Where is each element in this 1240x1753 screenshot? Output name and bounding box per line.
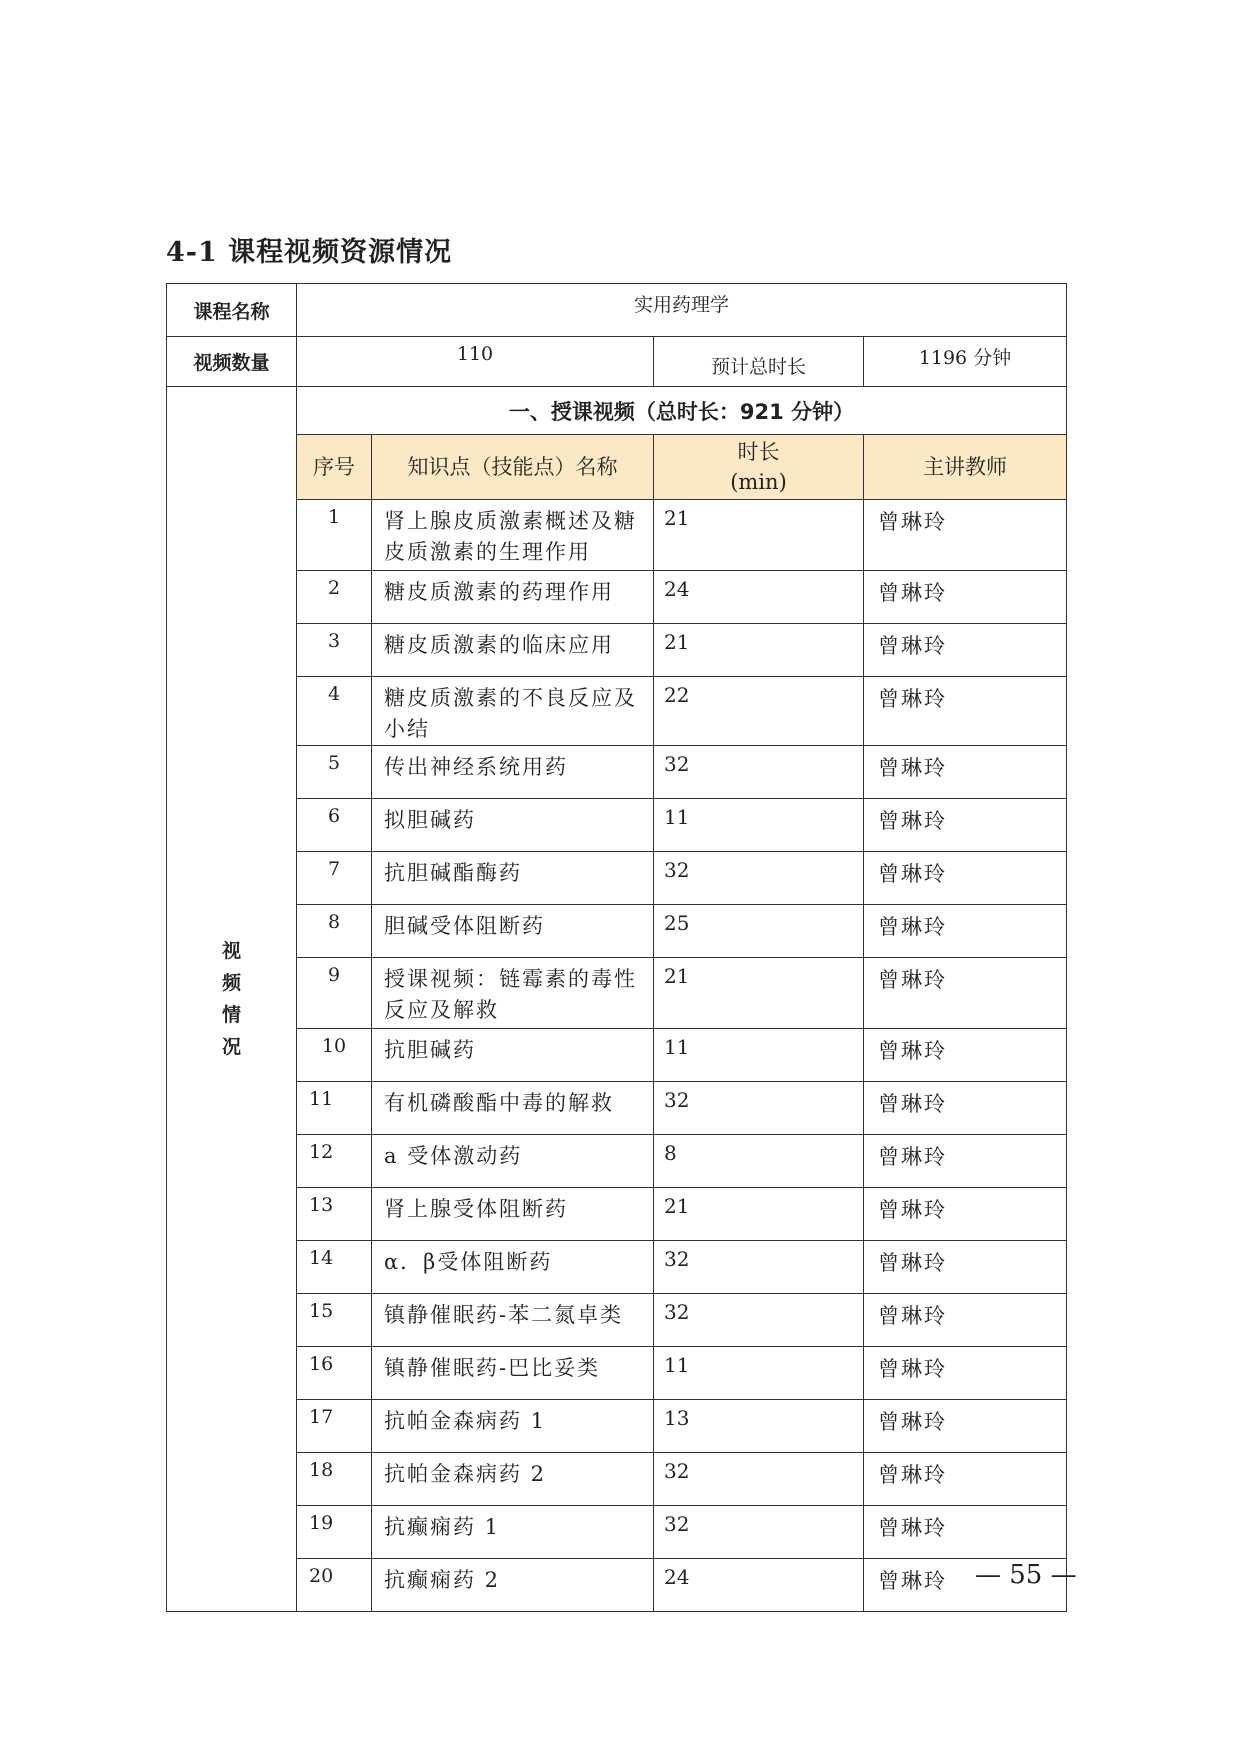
- row-teacher: 曾琳玲: [864, 1506, 1067, 1559]
- row-teacher: 曾琳玲: [864, 677, 1067, 746]
- row-duration: 32: [654, 1453, 864, 1506]
- header-teacher: 主讲教师: [864, 435, 1067, 500]
- table-row: [167, 677, 1067, 746]
- side-label-char: 频: [221, 972, 241, 994]
- row-duration: 24: [654, 1559, 864, 1612]
- row-topic-name: 传出神经系统用药: [372, 746, 654, 799]
- page-title: 4-1 课程视频资源情况: [166, 237, 453, 268]
- row-teacher: 曾琳玲: [864, 1029, 1067, 1082]
- row-index: 18: [297, 1453, 372, 1506]
- row-teacher: 曾琳玲: [864, 905, 1067, 958]
- row-teacher: 曾琳玲: [864, 958, 1067, 1029]
- table-row: [167, 1559, 1067, 1612]
- row-duration: 32: [654, 1082, 864, 1135]
- row-topic-name: 抗癫痫药 1: [372, 1506, 654, 1559]
- header-duration-line2: (min): [730, 470, 787, 494]
- row-topic-name: 糖皮质激素的临床应用: [372, 624, 654, 677]
- table-row: [167, 1082, 1067, 1135]
- row-duration: 21: [654, 958, 864, 1029]
- row-topic-name: 抗胆碱药: [372, 1029, 654, 1082]
- row-index: 9: [297, 958, 372, 1029]
- row-topic-name: 镇静催眠药-巴比妥类: [372, 1347, 654, 1400]
- video-count-value: 110: [297, 337, 654, 387]
- row-index: 12: [297, 1135, 372, 1188]
- row-topic-name: 抗帕金森病药 2: [372, 1453, 654, 1506]
- side-label-char: 况: [221, 1036, 241, 1058]
- row-duration: 21: [654, 624, 864, 677]
- row-teacher: 曾琳玲: [864, 799, 1067, 852]
- table-row: [167, 1294, 1067, 1347]
- row-topic-name: 有机磷酸酯中毒的解救: [372, 1082, 654, 1135]
- row-teacher: 曾琳玲: [864, 571, 1067, 624]
- page-number: — 55 —: [975, 1560, 1077, 1590]
- row-duration: 11: [654, 1029, 864, 1082]
- row-topic-name: 抗胆碱酯酶药: [372, 852, 654, 905]
- table-row: [167, 1029, 1067, 1082]
- row-topic-name: α．β受体阻断药: [372, 1241, 654, 1294]
- table-row: [167, 905, 1067, 958]
- row-index: 1: [297, 500, 372, 571]
- row-teacher: 曾琳玲: [864, 1082, 1067, 1135]
- table-row: [167, 1135, 1067, 1188]
- row-index: 16: [297, 1347, 372, 1400]
- row-index: 10: [297, 1029, 372, 1082]
- course-name-label: 课程名称: [167, 284, 297, 337]
- row-topic-name: a 受体激动药: [372, 1135, 654, 1188]
- row-index: 14: [297, 1241, 372, 1294]
- row-topic-name: 镇静催眠药-苯二氮卓类: [372, 1294, 654, 1347]
- row-topic-name: 抗癫痫药 2: [372, 1559, 654, 1612]
- table-row: [167, 500, 1067, 571]
- row-teacher: 曾琳玲: [864, 1453, 1067, 1506]
- table-row: [167, 1347, 1067, 1400]
- row-index: 20: [297, 1559, 372, 1612]
- table-row: [167, 746, 1067, 799]
- row-duration: 13: [654, 1400, 864, 1453]
- estimated-duration-label: 预计总时长: [654, 337, 864, 387]
- row-topic-name: 肾上腺皮质激素概述及糖皮质激素的生理作用: [372, 500, 654, 571]
- section-title: 一、授课视频（总时长：921 分钟）: [297, 387, 1067, 435]
- header-duration: [654, 435, 864, 500]
- row-index: 8: [297, 905, 372, 958]
- table-row: [167, 1241, 1067, 1294]
- row-duration: 21: [654, 500, 864, 571]
- estimated-duration-value: 1196 分钟: [864, 337, 1067, 387]
- table-row: [167, 958, 1067, 1029]
- row-teacher: 曾琳玲: [864, 1241, 1067, 1294]
- side-label-char: 视: [221, 940, 241, 962]
- row-duration: 8: [654, 1135, 864, 1188]
- row-duration: 32: [654, 1241, 864, 1294]
- row-teacher: 曾琳玲: [864, 624, 1067, 677]
- row-topic-name: 拟胆碱药: [372, 799, 654, 852]
- header-duration-line1: 时长: [737, 440, 780, 464]
- video-count-label: 视频数量: [167, 337, 297, 387]
- row-duration: 24: [654, 571, 864, 624]
- table-row: [167, 1188, 1067, 1241]
- row-topic-name: 授课视频：链霉素的毒性反应及解救: [372, 958, 654, 1029]
- row-duration: 22: [654, 677, 864, 746]
- side-label-char: 情: [221, 1004, 241, 1026]
- header-name: 知识点（技能点）名称: [372, 435, 654, 500]
- row-duration: 32: [654, 852, 864, 905]
- row-topic-name: 糖皮质激素的不良反应及小结: [372, 677, 654, 746]
- row-duration: 21: [654, 1188, 864, 1241]
- row-index: 2: [297, 571, 372, 624]
- row-index: 19: [297, 1506, 372, 1559]
- row-index: 13: [297, 1188, 372, 1241]
- table-row: [167, 852, 1067, 905]
- row-index: 6: [297, 799, 372, 852]
- row-index: 11: [297, 1082, 372, 1135]
- row-index: 15: [297, 1294, 372, 1347]
- header-index: 序号: [297, 435, 372, 500]
- row-teacher: 曾琳玲: [864, 1188, 1067, 1241]
- row-duration: 32: [654, 1506, 864, 1559]
- table-row: [167, 1453, 1067, 1506]
- row-teacher: 曾琳玲: [864, 500, 1067, 571]
- row-duration: 25: [654, 905, 864, 958]
- row-teacher: 曾琳玲: [864, 746, 1067, 799]
- row-index: 7: [297, 852, 372, 905]
- row-teacher: 曾琳玲: [864, 1135, 1067, 1188]
- row-index: 5: [297, 746, 372, 799]
- row-topic-name: 抗帕金森病药 1: [372, 1400, 654, 1453]
- row-index: 3: [297, 624, 372, 677]
- table-row: [167, 1400, 1067, 1453]
- video-situation-label: [167, 387, 297, 1612]
- row-teacher: 曾琳玲: [864, 1559, 1067, 1612]
- row-topic-name: 胆碱受体阻断药: [372, 905, 654, 958]
- course-name-value: 实用药理学: [297, 284, 1067, 337]
- row-topic-name: 糖皮质激素的药理作用: [372, 571, 654, 624]
- table-row: [167, 624, 1067, 677]
- row-teacher: 曾琳玲: [864, 1347, 1067, 1400]
- table-row: [167, 571, 1067, 624]
- row-index: 4: [297, 677, 372, 746]
- row-duration: 32: [654, 746, 864, 799]
- row-duration: 11: [654, 1347, 864, 1400]
- row-teacher: 曾琳玲: [864, 852, 1067, 905]
- row-duration: 32: [654, 1294, 864, 1347]
- row-teacher: 曾琳玲: [864, 1400, 1067, 1453]
- row-index: 17: [297, 1400, 372, 1453]
- row-topic-name: 肾上腺受体阻断药: [372, 1188, 654, 1241]
- row-teacher: 曾琳玲: [864, 1294, 1067, 1347]
- table-row: [167, 799, 1067, 852]
- video-resource-table: [166, 283, 1067, 1612]
- table-row: [167, 1506, 1067, 1559]
- row-duration: 11: [654, 799, 864, 852]
